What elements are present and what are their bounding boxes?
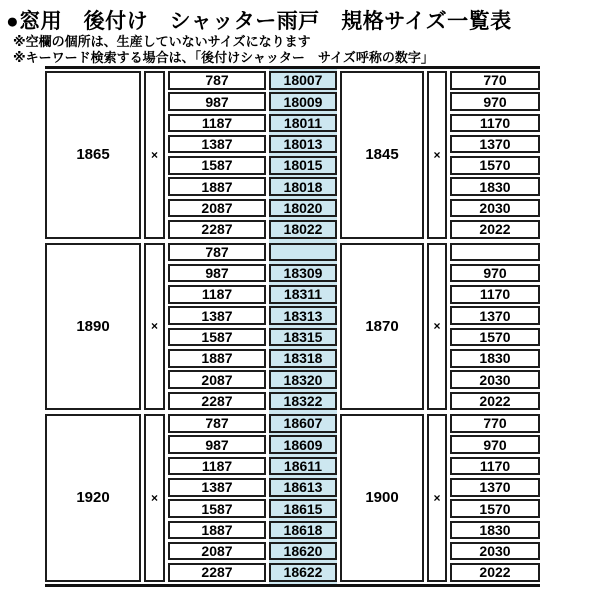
right-width-cell: 770	[450, 71, 540, 90]
page-title: ●窓用 後付け シャッター雨戸 規格サイズ一覧表	[6, 10, 512, 33]
right-width-cell: 1830	[450, 349, 540, 368]
width-cell: 1187	[168, 285, 266, 304]
right-width-cell: 2022	[450, 392, 540, 411]
width-cell: 987	[168, 92, 266, 111]
width-cell: 787	[168, 243, 266, 262]
code-cell: 18613	[269, 478, 337, 497]
right-width-cell: 2022	[450, 220, 540, 239]
right-height-cell: 1870	[340, 243, 424, 411]
width-cell: 1887	[168, 177, 266, 196]
right-width-cell: 1570	[450, 328, 540, 347]
multiply-sign: ×	[427, 243, 447, 411]
code-cell: 18618	[269, 521, 337, 540]
multiply-sign: ×	[427, 71, 447, 239]
right-width-cell: 1570	[450, 156, 540, 175]
size-block-1890	[45, 241, 540, 413]
code-cell: 18622	[269, 563, 337, 582]
right-width-cell: 1370	[450, 306, 540, 325]
right-width-cell	[450, 243, 540, 262]
right-width-cell: 770	[450, 414, 540, 433]
code-cell: 18315	[269, 328, 337, 347]
width-cell: 1587	[168, 328, 266, 347]
code-cell: 18607	[269, 414, 337, 433]
width-cell: 987	[168, 264, 266, 283]
right-width-cell: 2030	[450, 542, 540, 561]
width-cell: 987	[168, 435, 266, 454]
right-width-cell: 1370	[450, 478, 540, 497]
width-cell: 787	[168, 414, 266, 433]
multiply-sign: ×	[427, 414, 447, 582]
multiply-sign: ×	[144, 71, 165, 239]
width-cell: 1387	[168, 306, 266, 325]
code-cell: 18015	[269, 156, 337, 175]
right-width-cell: 1170	[450, 114, 540, 133]
code-cell: 18009	[269, 92, 337, 111]
code-cell: 18318	[269, 349, 337, 368]
right-width-cell: 1570	[450, 499, 540, 518]
right-width-cell: 1170	[450, 457, 540, 476]
width-cell: 1187	[168, 457, 266, 476]
width-cell: 2087	[168, 370, 266, 389]
width-cell: 1387	[168, 135, 266, 154]
right-width-cell: 2030	[450, 370, 540, 389]
code-cell: 18609	[269, 435, 337, 454]
code-cell: 18320	[269, 370, 337, 389]
width-cell: 2087	[168, 199, 266, 218]
code-cell	[269, 243, 337, 262]
width-cell: 787	[168, 71, 266, 90]
right-width-cell: 2022	[450, 563, 540, 582]
width-cell: 1187	[168, 114, 266, 133]
right-width-cell: 2030	[450, 199, 540, 218]
size-block-1920	[45, 412, 540, 584]
code-cell: 18313	[269, 306, 337, 325]
width-cell: 2287	[168, 220, 266, 239]
code-cell: 18018	[269, 177, 337, 196]
width-cell: 1887	[168, 521, 266, 540]
right-width-cell: 1830	[450, 521, 540, 540]
right-width-cell: 1170	[450, 285, 540, 304]
code-cell: 18013	[269, 135, 337, 154]
right-height-cell: 1845	[340, 71, 424, 239]
right-width-cell: 1830	[450, 177, 540, 196]
right-width-cell: 970	[450, 92, 540, 111]
code-cell: 18022	[269, 220, 337, 239]
right-width-cell: 970	[450, 264, 540, 283]
code-cell: 18620	[269, 542, 337, 561]
left-height-cell: 1920	[45, 414, 141, 582]
multiply-sign: ×	[144, 243, 165, 411]
code-cell: 18611	[269, 457, 337, 476]
code-cell: 18011	[269, 114, 337, 133]
width-cell: 1887	[168, 349, 266, 368]
code-cell: 18322	[269, 392, 337, 411]
code-cell: 18311	[269, 285, 337, 304]
code-cell: 18615	[269, 499, 337, 518]
code-cell: 18007	[269, 71, 337, 90]
multiply-sign: ×	[144, 414, 165, 582]
width-cell: 2087	[168, 542, 266, 561]
size-table	[45, 66, 540, 587]
right-height-cell: 1900	[340, 414, 424, 582]
right-width-cell: 970	[450, 435, 540, 454]
left-height-cell: 1865	[45, 71, 141, 239]
note-keyword-search: ※キーワード検索する場合は、「後付けシャッター サイズ呼称の数字」	[13, 50, 434, 65]
width-cell: 1587	[168, 499, 266, 518]
code-cell: 18020	[269, 199, 337, 218]
width-cell: 1587	[168, 156, 266, 175]
width-cell: 2287	[168, 392, 266, 411]
code-cell: 18309	[269, 264, 337, 283]
size-block-1865	[45, 69, 540, 241]
width-cell: 2287	[168, 563, 266, 582]
left-height-cell: 1890	[45, 243, 141, 411]
right-width-cell: 1370	[450, 135, 540, 154]
width-cell: 1387	[168, 478, 266, 497]
note-blank-sizes: ※空欄の個所は、生産していないサイズになります	[13, 34, 311, 49]
